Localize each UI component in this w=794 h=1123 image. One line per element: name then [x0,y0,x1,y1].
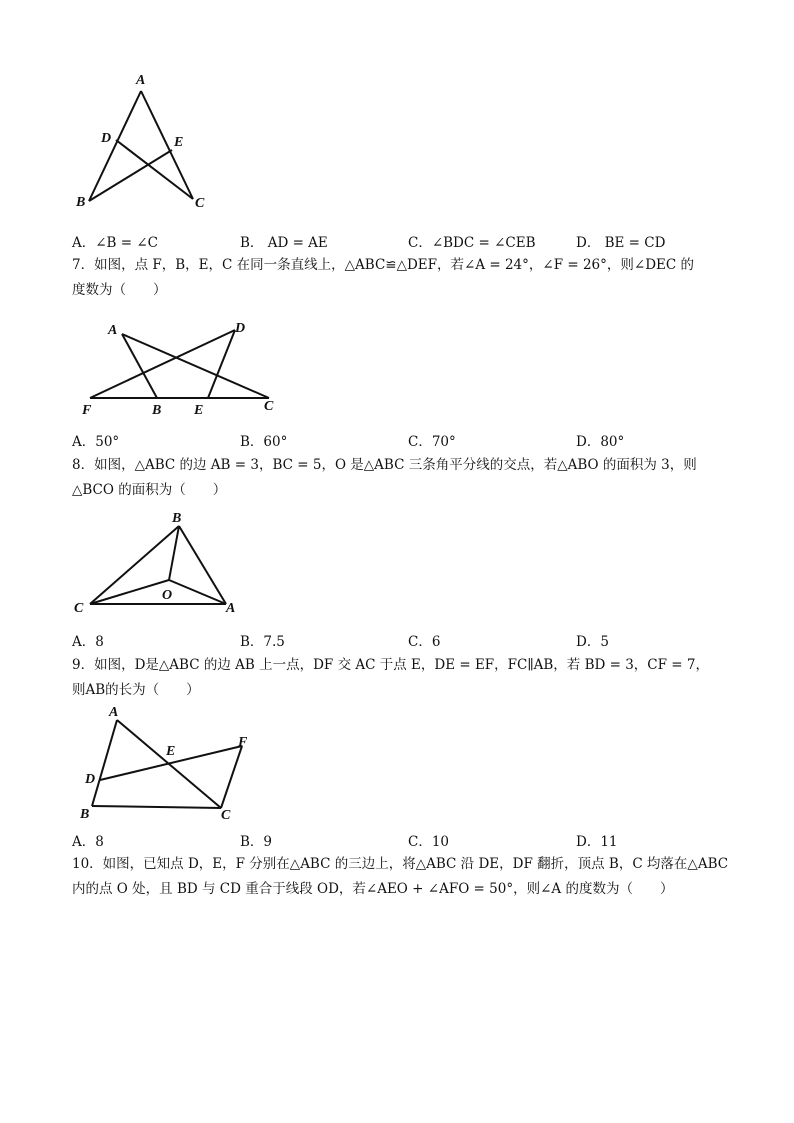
q7-stem-line2: 度数为（ ） [72,282,167,298]
q7-figure [72,316,292,420]
q9-stem-line2: 则AB的长为（ ） [72,682,200,698]
q7-label-b: B [152,403,162,418]
q7-line-df [90,330,235,398]
q8-line-ao [169,580,226,604]
q9-line-ab [92,720,117,806]
q8-option-b[interactable]: B．7.5 [240,634,285,650]
q10-stem-line2: 内的点 O 处，且 BD 与 CD 重合于线段 OD，若∠AEO + ∠AFO = 50°，则∠A 的度数为（ ） [72,881,674,897]
q6-label-c: C [195,196,205,211]
q8-stem-line2: △BCO 的面积为（ ） [72,482,227,498]
q8-figure [72,506,252,618]
q9-line-bc [92,806,221,808]
q9-label-f: F [238,735,248,750]
q10-stem-line1: 10．如图，已知点 D，E，F 分别在△ABC 的三边上，将△ABC 沿 DE，DF 翻折，顶点 B，C 均落在△ABC [72,856,729,872]
q9-stem-line1: 9．如图，D是△ABC 的边 AB 上一点，DF 交 AC 于点 E，DE = EF，FC∥AB，若 BD = 3，CF = 7， [72,657,709,673]
q7-option-c[interactable]: C．70° [408,434,456,450]
q8-options [72,630,752,648]
q6-option-c[interactable]: C．∠BDC = ∠CEB [408,235,536,251]
q7-line-ac [122,334,269,398]
q6-line-ac [141,91,193,199]
q8-option-c[interactable]: C．6 [408,634,441,650]
q6-label-a: A [136,73,146,88]
q7-label-c: C [264,399,274,414]
q7-option-d[interactable]: D．80° [576,434,625,450]
q6-figure [72,66,222,216]
q6-option-b[interactable]: B． AD = AE [240,235,328,251]
q9-options [72,830,752,848]
q7-label-f: F [82,403,92,418]
q6-option-d[interactable]: D． BE = CD [576,235,666,251]
q8-label-o: O [162,588,173,603]
q6-option-a[interactable]: A．∠B = ∠C [72,235,159,251]
q9-label-b: B [80,807,90,822]
q8-line-ba [179,526,226,604]
q7-label-e: E [194,403,204,418]
q9-option-c[interactable]: C．10 [408,834,450,850]
q8-stem-line1: 8．如图，△ABC 的边 AB = 3，BC = 5，O 是△ABC 三条角平分线的交点，若△ABO 的面积为 3，则 [72,457,697,473]
q9-option-b[interactable]: B．9 [240,834,273,850]
q9-figure [72,702,272,824]
q8-option-d[interactable]: D．5 [576,634,609,650]
q9-option-a[interactable]: A．8 [72,834,104,850]
q9-label-c: C [221,808,231,823]
q6-label-e: E [174,135,184,150]
q8-label-c: C [74,601,84,616]
q6-label-b: B [76,195,86,210]
q6-options [72,231,752,249]
q9-label-e: E [166,744,176,759]
q7-option-a[interactable]: A．50° [72,434,120,450]
q9-label-a: A [109,705,119,720]
q9-line-cf [221,746,242,808]
q6-label-d: D [101,131,112,146]
q7-option-b[interactable]: B．60° [240,434,288,450]
q7-label-d: D [235,321,246,336]
q8-option-a[interactable]: A．8 [72,634,104,650]
q7-options [72,430,752,448]
q8-label-b: B [172,511,182,526]
q8-label-a: A [226,601,236,616]
q7-label-a: A [108,323,118,338]
q9-option-d[interactable]: D．11 [576,834,618,850]
q7-stem-line1: 7．如图，点 F，B，E，C 在同一条直线上，△ABC≌△DEF，若∠A = 24°，∠F = 26°，则∠DEC 的 [72,257,695,273]
q8-line-co [90,580,169,604]
q7-line-ab [122,334,157,398]
q9-label-d: D [85,772,96,787]
